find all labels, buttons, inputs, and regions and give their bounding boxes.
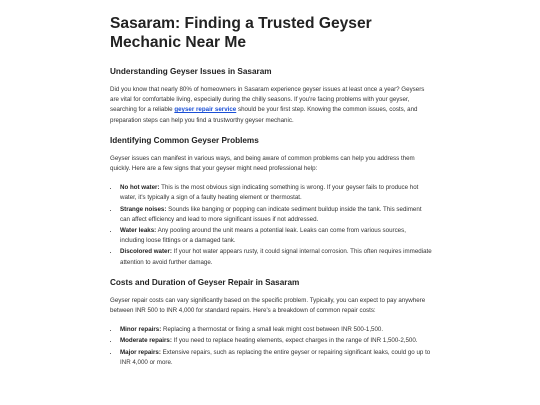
list-item-text: Any pooling around the unit means a potential leak. Leaks can come from various sources, including loose fittings or a damaged tank. (120, 227, 406, 245)
list-item-term: Strange noises: (120, 205, 167, 213)
list-item (119, 226, 432, 246)
list-item (119, 348, 432, 368)
list-item-term: Discolored water: (120, 248, 172, 256)
understanding-text-before-link: Did you know that nearly 80% of homeowners in Sasaram experience geyser issues at least once a year? Geysers are vital for comfortable living, especially during the chilly seasons. If you're facing problems with your geyser, searching for a reliable (110, 86, 425, 114)
section-heading-understanding: Understanding Geyser Issues in Sasaram (110, 67, 272, 76)
costs-list (110, 325, 432, 368)
list-item-term: No hot water: (120, 184, 160, 192)
costs-intro: Geyser repair costs can vary significantly based on the specific problem. Typically, you can expect to pay anywhere between INR 500 to INR 4,000 for standard repairs. Here's a breakdown of common repair costs: (110, 296, 426, 315)
article (110, 14, 432, 377)
list-item-text: Sounds like banging or popping can indicate sediment buildup inside the tank. This sediment can affect efficiency and lead to more significant issues if not addressed. (120, 205, 422, 223)
section-heading-costs: Costs and Duration of Geyser Repair in Sasaram (110, 277, 300, 287)
list-item (119, 325, 432, 335)
list-item-text: If your hot water appears rusty, it could signal internal corrosion. This often requires immediate attention to avoid further damage. (120, 248, 432, 266)
understanding-text-after-link: should be your first step. Knowing the common issues, costs, and preparation steps can help you find a trustworthy geyser mechanic. (110, 106, 418, 124)
list-item (119, 205, 432, 225)
identifying-intro: Geyser issues can manifest in various ways, and being aware of common problems can help you address them quickly. Here are a few signs that your geyser might need professional help: (110, 154, 415, 173)
list-item-term: Minor repairs: (120, 326, 162, 334)
list-item-text: This is the most obvious sign indicating something is wrong. If your geyser fails to produce hot water, it's typically a sign of a faulty heating element or thermostat. (120, 184, 419, 202)
problems-list (110, 183, 432, 268)
list-item-term: Water leaks: (120, 227, 157, 235)
list-item-text: Extensive repairs, such as replacing the entire geyser or repairing significant leaks, could go up to INR 4,000 or more. (120, 348, 431, 366)
list-item-term: Moderate repairs: (120, 337, 172, 345)
list-item-text: Replacing a thermostat or fixing a small leak might cost between INR 500-1,500. (161, 326, 384, 334)
page-title: Sasaram: Finding a Trusted Geyser Mechanic Near Me (110, 15, 372, 51)
list-item-term: Major repairs: (120, 348, 161, 356)
list-item (119, 247, 432, 267)
list-item (119, 183, 432, 203)
list-item-text: If you need to replace heating elements, expect charges in the range of INR 1,500-2,500. (171, 337, 418, 345)
understanding-paragraph (110, 85, 432, 126)
section-heading-identifying: Identifying Common Geyser Problems (110, 135, 259, 145)
list-item (119, 336, 432, 346)
geyser-repair-service-link[interactable]: geyser repair service (174, 106, 237, 114)
